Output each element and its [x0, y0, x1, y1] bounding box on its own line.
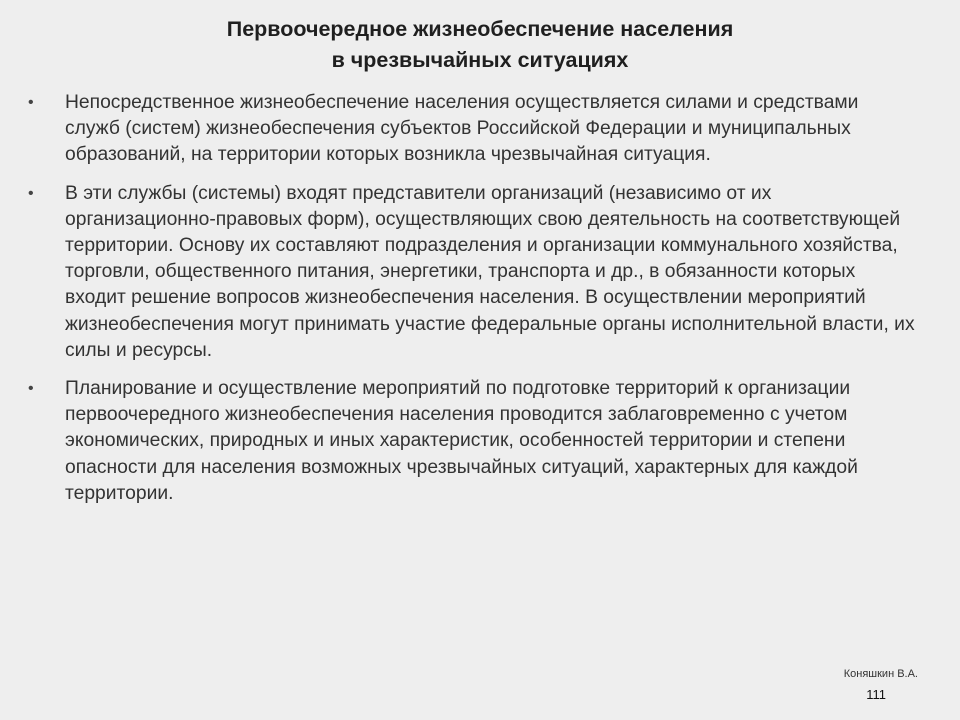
- bullet-text-3: Планирование и осуществление мероприятий по подготовке территорий к организации первоочередного жизнеобеспечения населения проводится заблаговременно с учетом экономических, природных и иных характеристик, особенностей территории и степени опасности для населения возможных чрезвычайных ситуаций, характерных для каждой территории.: [65, 378, 858, 504]
- bullet-text-2: В эти службы (системы) входят представители организаций (независимо от их организационно-правовых форм), осуществляющих свою деятельность на соответствующей территории. Основу их составляют подразделения и организации коммунального хозяйства, торговли, общественного питания, энергетики, транспорта и др., в обязанности которых входит решение вопросов жизнеобеспечения населения. В осуществлении мероприятий жизнеобеспечения могут принимать участие федеральные органы исполнительной власти, их силы и ресурсы.: [65, 182, 915, 361]
- slide-title-line-2: в чрезвычайных ситуациях: [331, 48, 629, 72]
- bullet-text-1: Непосредственное жизнеобеспечение населения осуществляется силами и средствами служб (систем) жизнеобеспечения субъектов Российской Федерации и муниципальных образований, на территории которых возникла чрезвычайная ситуация.: [65, 92, 859, 166]
- bullet-item-1: [28, 90, 918, 169]
- slide-title: [40, 14, 920, 76]
- bullet-dot-icon: •: [28, 184, 34, 202]
- slide-title-line-1: Первоочередное жизнеобеспечение населения: [226, 17, 734, 41]
- page-number: 111: [866, 687, 886, 702]
- bullet-item-2: [28, 181, 918, 364]
- author-credit: Коняшкин В.А.: [843, 668, 918, 680]
- bullet-item-3: [28, 376, 918, 507]
- bullet-dot-icon: •: [28, 94, 34, 111]
- bullet-dot-icon: •: [28, 380, 34, 398]
- bullet-list: [28, 90, 918, 519]
